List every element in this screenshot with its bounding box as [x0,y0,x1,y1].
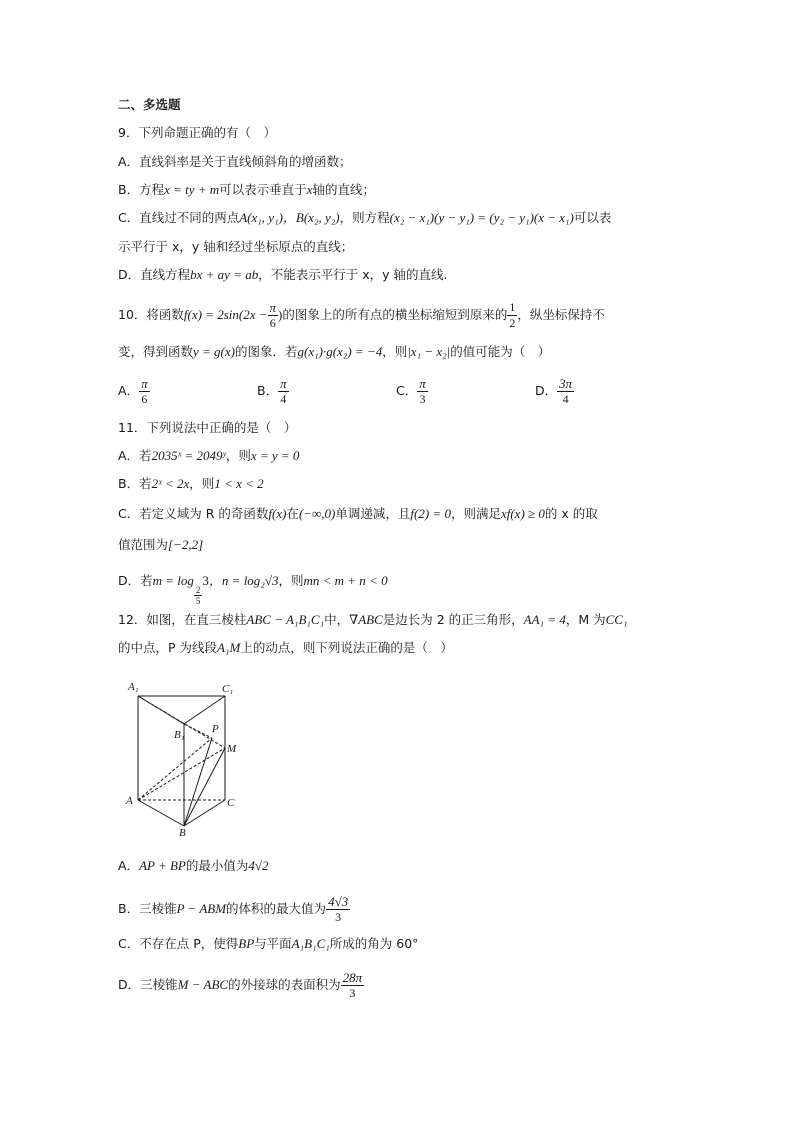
section-title: 二、多选题 [118,97,181,112]
q11-stem: 11．下列说法中正确的是（ ） [118,420,297,435]
label-b: B [179,827,186,836]
q11-option-c-line2: 值范围为[−2,2] [118,537,204,552]
q11-option-c: C．若定义域为 R 的奇函数f(x)在(−∞,0)单调递减，且f(2) = 0，则满足xf(x) ≥ 0的 x 的取 [118,506,598,521]
q10-option-d: D． $\frac{3\pi}{4}$ [535,376,573,406]
prism-figure [118,676,258,836]
q10-stem: 10．将函数f(x) = 2sin(2x − $\frac{\pi}{6}$ )的图象上的所有点的横坐标缩短到原来的 $\frac{1}{2}$ ，纵坐标保持不 [118,300,605,330]
edge-bc [184,800,225,826]
edge-b1c1 [184,696,225,724]
q12-stem-line2: 的中点，P 为线段A₁M上的动点，则下列说法正确的是（ ） [118,640,453,655]
segment-ap [138,738,212,800]
q10-option-a: A． $\frac{\pi}{6}$ [118,376,148,406]
q11-option-b: B．若2ˣ < 2x，则1 < x < 2 [118,476,264,491]
label-a: A [126,795,133,807]
label-a1: A₁ [128,681,139,693]
label-m: M [227,743,237,755]
q12-option-d: D．三棱锥M − ABC的外接球的表面积为 $\frac{28\pi}{3}$ [118,970,363,1000]
segment-bp [184,738,212,826]
q10-option-c: C． $\frac{\pi}{3}$ [396,376,426,406]
label-p: P [212,723,219,735]
q9-stem: 9．下列命题正确的有（ ） [118,125,276,140]
q10-stem-line2: 变，得到函数y = g(x)的图象．若g(x₁)·g(x₂) = −4，则|x₁ − x₂|的值可能为（ ） [118,344,551,359]
segment-b1p [184,724,212,738]
label-b1: B₁ [174,729,185,741]
q10-option-b: B． $\frac{\pi}{4}$ [257,376,287,406]
q11-option-a: A．若2035ˣ = 2049ʸ，则x = y = 0 [118,448,300,463]
q12-option-a: A．AP + BP的最小值为4√2 [118,858,269,873]
q9-option-a: A．直线斜率是关于直线倾斜角的增函数； [118,154,352,169]
q9-option-c: C．直线过不同的两点A(x₁, y₁)，B(x₂, y₂)，则方程(x₂ − x₁)(y − y₁) = (y₂ − y₁)(x − x₁)可以表 [118,210,612,225]
label-c1: C₁ [222,683,234,695]
q9-option-b: B．方程x = ty + m可以表示垂直于x轴的直线； [118,182,375,197]
label-c: C [227,797,235,809]
q12-option-c: C．不存在点 P，使得BP与平面A₁B₁C₁所成的角为 60° [118,936,419,951]
q9-option-c-line2: 示平行于 x，y 轴和经过坐标原点的直线； [118,239,354,254]
segment-am [138,748,225,800]
edge-ab [138,800,184,826]
q9-option-d: D．直线方程bx + ay = ab，不能表示平行于 x，y 轴的直线. [118,267,448,282]
q12-stem: 12．如图，在直三棱柱ABC − A₁B₁C₁中，∇ABC是边长为 2 的正三角形，AA₁ = 4，M 为CC₁ [118,612,628,627]
q12-option-b: B．三棱锥P − ABM的体积的最大值为 $\frac{4√3}{3}$ [118,894,349,924]
q11-option-d: D．若m = log $\frac{2}{5}$ 3，n = log₂√3，则mn < m + n < 0 [118,573,388,606]
